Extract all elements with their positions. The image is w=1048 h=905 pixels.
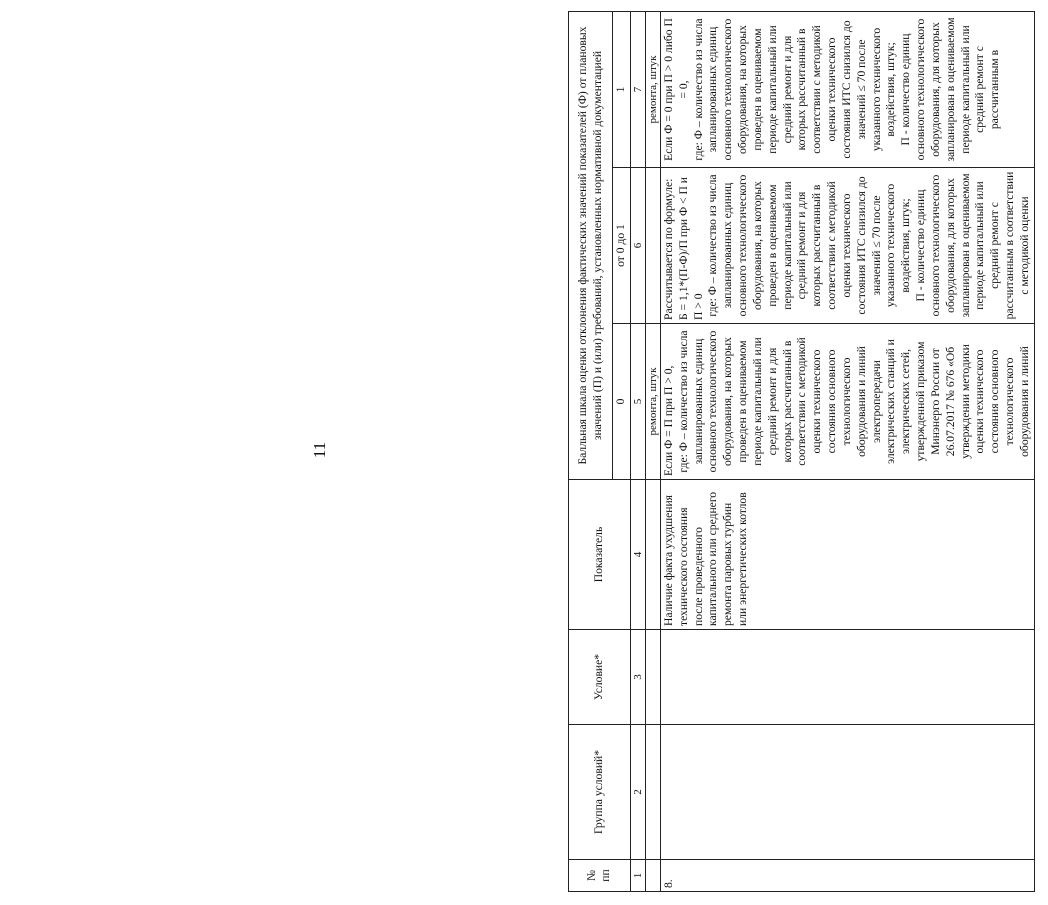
header-score-1: 1 <box>613 11 631 167</box>
column-number: 2 <box>630 725 645 860</box>
row-score-1 <box>660 11 1034 167</box>
table-row <box>660 11 1034 891</box>
score-1-p-definition: П - количество единиц основного технологического оборудования, для которых запланирован в оцениваемом периоде капитальный или средний ремонт с рассчитанным в <box>899 17 1002 162</box>
row-score-range <box>660 168 1034 324</box>
unit-col5: ремонта, штук <box>645 324 660 480</box>
score-range-intro: Рассчитывается по формуле: <box>661 178 675 320</box>
evaluation-table <box>568 11 1035 892</box>
header-score-range: от 0 до 1 <box>613 168 631 324</box>
score-range-formula: Б = 1,1*(П-Ф)/П при Ф < П и П > 0 <box>676 177 705 320</box>
row-indicator <box>660 480 1034 630</box>
header-score-0: 0 <box>613 324 631 480</box>
column-number: 3 <box>630 630 645 725</box>
header-group: Группа условий* <box>569 725 631 860</box>
unit-col7: ремонта, штук <box>645 11 660 167</box>
column-number-row <box>630 11 645 891</box>
column-number: 4 <box>630 480 645 630</box>
score-1-f-definition: где: Ф – количество из числа запланированных единиц основного технологического оборудования, на которых проведен в оцениваемом периоде капитальный или средний ремонт и для которых рассчитанный в соответствии с методикой оценки технического состояния ИТС снизился до значений ≤ 70 после указанного технического воздействия, штук; <box>691 18 898 161</box>
header-scale: Балльная шкала оценки отклонения фактических значений показателей (Ф) от плановых значений (П) и (или) требований, установленных нормативной документацией <box>569 11 613 479</box>
page-number: 11 <box>310 441 329 459</box>
column-number: 1 <box>630 860 645 892</box>
score-0-definition: где: Ф – количество из числа запланированных единиц основного технологического оборудования, на которых проведен в оцениваемом периоде капитальный или средний ремонт и для которых рассчитанный в соответствии с методикой оценки технического состояния основного технологического оборудования и линий электропередачи электрических станций и электрических сетей, утвержденной приказом Минэнерго России от 26.07.2017 № 676 «Об утверждении методики оценки технического состояния основного технологического оборудования и линий <box>676 330 1031 473</box>
score-range-p-definition: П - количество единиц основного технологического оборудования, для которых запланирован в оцениваемом периоде капитальный или средний ремонт с рассчитанным в соответствии с методикой оценки <box>914 171 1031 320</box>
score-0-condition: Если Ф = П при П > 0, <box>661 365 675 476</box>
header-num: № пп <box>569 860 631 892</box>
unit-row <box>645 11 660 891</box>
row-score-0 <box>660 324 1034 480</box>
header-row-1 <box>569 11 613 891</box>
row-number: 8. <box>660 860 1034 892</box>
score-1-condition: Если Ф = 0 при П > 0 либо П = 0, <box>661 18 690 161</box>
column-number: 7 <box>630 11 645 167</box>
indicator-text: Наличие факта ухудшения технического состояния после проведенного капитального или среднего ремонта паровых турбин или энергетических котлов <box>661 491 750 626</box>
row-group <box>660 725 1034 860</box>
rotated-page-content <box>568 12 1048 892</box>
header-indicator: Показатель <box>569 480 631 630</box>
row-condition <box>660 630 1034 725</box>
column-number: 5 <box>630 324 645 480</box>
header-condition: Условие* <box>569 630 631 725</box>
score-range-f-definition: где: Ф – количество из числа запланированных единиц основного технологического оборудования, на которых проведен в оцениваемом периоде капитальный или средний ремонт и для которых рассчитанный в соответствии с методикой оценки технического состояния ИТС снизился до значений ≤ 70 после указанного технического воздействия, штук; <box>706 174 913 317</box>
column-number: 6 <box>630 168 645 324</box>
